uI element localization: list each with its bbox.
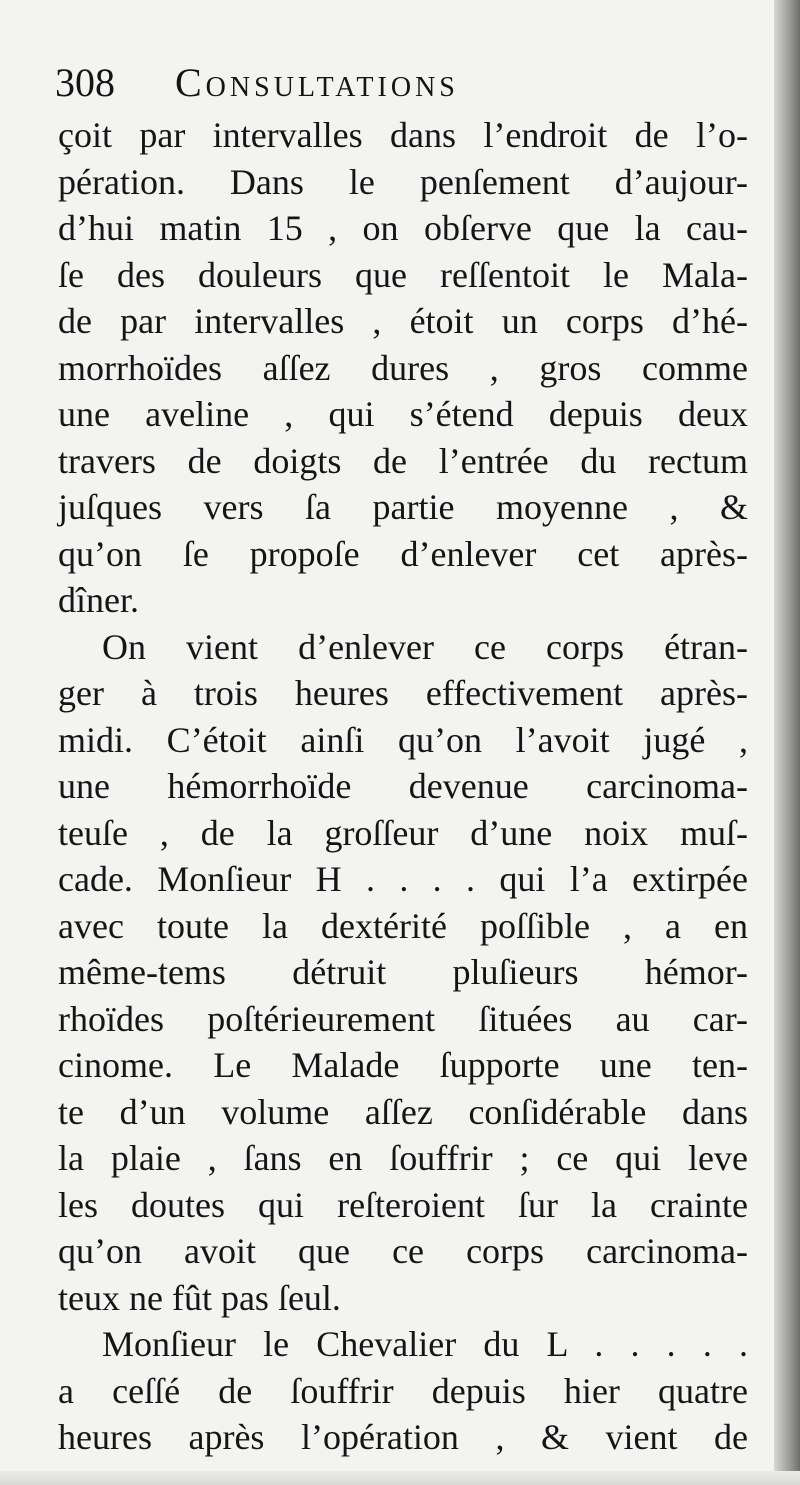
text-line: teuſe , de la groſſeur d’une noix muſ- [58,812,748,853]
text-line: çoit par intervalles dans l’endroit de l’o- [58,115,748,155]
text-line: juſques vers ſa partie moyenne , & [58,487,748,527]
text-line: ſe des douleurs que reſſentoit le Mala- [58,254,748,295]
page-number: 308 [55,60,115,105]
text-line: ger à trois heures effectivement après- [58,673,748,713]
text-line: dîner. [58,580,139,620]
text-line: te d’un volume aſſez conſidérable dans [58,1091,748,1132]
text-line: qu’on ſe propoſe d’enlever cet après- [58,533,748,574]
text-line: qu’on avoit que ce corps carcinoma- [58,1231,748,1271]
scan-bottom-edge [0,1471,800,1485]
text-line: une hémorrhoïde devenue carcinoma- [58,766,748,806]
text-line: heures après l’opération , & vient de [58,1417,748,1457]
text-line: d’hui matin 15 , on obſerve que la cau- [58,208,748,248]
text-line: même-tems détruit pluſieurs hémor- [58,952,748,992]
text-line: avec toute la dextérité poſſible , a en [58,905,748,946]
text-line: Monſieur le Chevalier du L . . . . . [102,1324,748,1364]
text-line: a ceſſé de ſouffrir depuis hier quatre [58,1370,748,1411]
text-line: travers de doigts de l’entrée du rectum [58,440,748,481]
text-line: de par intervalles , étoit un corps d’hé- [58,301,748,341]
scan-shadow-edge [774,0,800,1485]
page-header [55,58,615,108]
text-line: pération. Dans le penſement d’aujour- [58,161,748,202]
text-line: cade. Monſieur H . . . . qui l’a extirpée [58,859,748,899]
text-line: rhoïdes poſtérieurement ſituées au car- [58,998,748,1039]
text-line: une aveline , qui s’étend depuis deux [58,394,748,434]
text-line: la plaie , ſans en ſouffrir ; ce qui leve [58,1138,748,1178]
text-line: cinome. Le Malade ſupporte une ten- [58,1045,748,1085]
text-line: midi. C’étoit ainſi qu’on l’avoit jugé , [58,719,748,760]
body-text [58,112,748,1461]
text-line: les doutes qui reſteroient ſur la crainte [58,1184,748,1225]
text-line: teux ne fût pas ſeul. [58,1277,341,1318]
text-line: On vient d’enlever ce corps étran- [102,626,748,667]
text-line: morrhoïdes aſſez dures , gros comme [58,347,748,388]
running-head: Consultations [175,60,459,105]
